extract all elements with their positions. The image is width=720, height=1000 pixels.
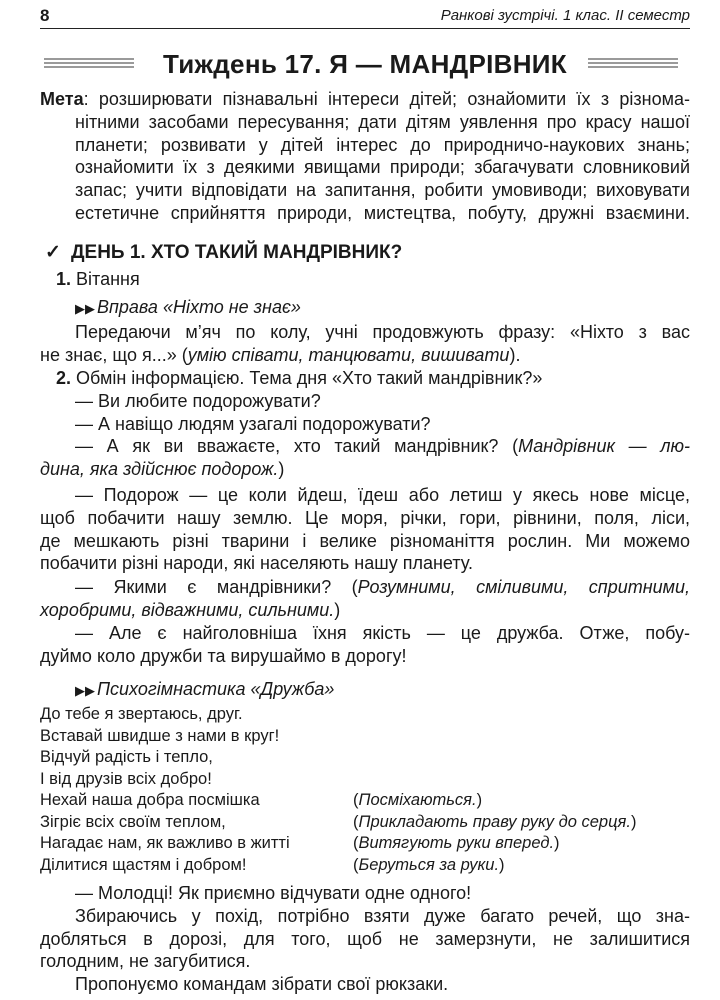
item-1: 1. Вітання [56,269,140,289]
check-icon: ✓ [45,242,61,263]
goal-label: Мета [40,89,84,109]
question-4: — Якими є мандрівники? (Розумними, сміливими, спритними, хоробрими, відважними, сильними.) [40,577,690,620]
paragraph-1: Передаючи м’яч по колу, учні продовжують фразу: «Ніхто з вас не знає, що я...» (умію співати, танцювати, вишивати). [40,322,690,365]
poem-line: Вставай швидше з нами в круг! [40,726,280,745]
stage-direction: (Беруться за руки.) [353,855,505,874]
stage-direction: (Посміхаються.) [353,791,483,809]
poem-line: Відчуй радість і тепло, [40,748,213,766]
paragraph-2: — Подорож — це коли йдеш, їдеш або летиш у якесь нове місце, щоб побачити нашу землю. Це моря, річки, гори, рівнини, поля, ліси, де мешкають різні тварини і велике різноманіття рослин. Ми можемо побачити різні народи, які населяють нашу планету. [40,485,690,574]
question-1: — Ви любите подорожувати? [75,390,321,411]
exercise-1: ▶▶ Вправа «Ніхто не знає» [40,296,690,321]
question-3: — А як ви вважаєте, хто такий мандрівник? (Мандрівник — лю- [75,436,690,457]
double-arrow-icon: ▶▶ [75,683,95,698]
question-2: — А навіщо людям узагалі подорожувати? [75,413,431,434]
paragraph-4: — Молодці! Як приємно відчувати одне одного! Збираючись у похід, потрібно взяти дуже багато речей, що зна- добляться в дорозі, для того, щоб не замерзнути, не залишитися голодним, не загубитися. Пропонуємо командам зібрати свої рюкзаки. [40,883,690,995]
poem-line: Зігріє всіх своїм теплом, (Прикладають праву руку до серця.) [40,812,690,834]
poem-line: Нехай наша добра посмішка (Посміхаються.) [40,790,690,812]
running-title: Ранкові зустрічі. 1 клас. ІІ семестр [440,7,690,24]
stage-direction: (Витягують руки вперед.) [353,834,560,852]
paragraph-3: — Але є найголовніша їхня якість — це дружба. Отже, побу- дуймо коло дружби та вирушаймо в дорогу! [40,623,690,666]
goal-paragraph: Мета: розширювати пізнавальні інтереси дітей; ознайомити їх з різнома- нітними засобами пересування; дати дітям уявлення про красу нашої планети; розвивати у дітей інтерес до природничо-наукових знань; ознайомити їх з деякими явищами природи; збагачувати словниковий запас; учити відповідати на запитання, робити умовиводи; виховувати естетичне сприйняття природи, мистецтва, побуту, дружні взаємини. [40,89,690,223]
poem-line: Ділитися щастям і добром! (Беруться за руки.) [40,855,690,877]
exercise-2: ▶▶ Психогімнастика «Дружба» [40,678,690,703]
poem [40,704,690,876]
header-rule [40,28,690,29]
poem-line: До тебе я звертаюсь, друг. [40,705,243,723]
page-title: Тиждень 17. Я — МАНДРІВНИК [40,49,690,80]
poem-line: Нагадає нам, як важливо в житті (Витягують руки вперед.) [40,833,690,855]
item-2: 2. Обмін інформацією. Тема дня «Хто такий мандрівник?» — Ви любите подорожувати? — А навіщо людям узагалі подорожувати? — А як ви вважаєте, хто такий мандрівник? (Мандрівник — лю- дина, яка здійснює подорож.) [40,368,690,480]
poem-line: І від друзів всіх добро! [40,769,212,788]
double-arrow-icon: ▶▶ [75,301,95,316]
stage-direction: (Прикладають праву руку до серця.) [353,812,637,831]
page [40,0,690,1000]
page-number: 8 [40,6,50,25]
day-heading: ✓ ДЕНЬ 1. ХТО ТАКИЙ МАНДРІВНИК? [45,242,403,263]
